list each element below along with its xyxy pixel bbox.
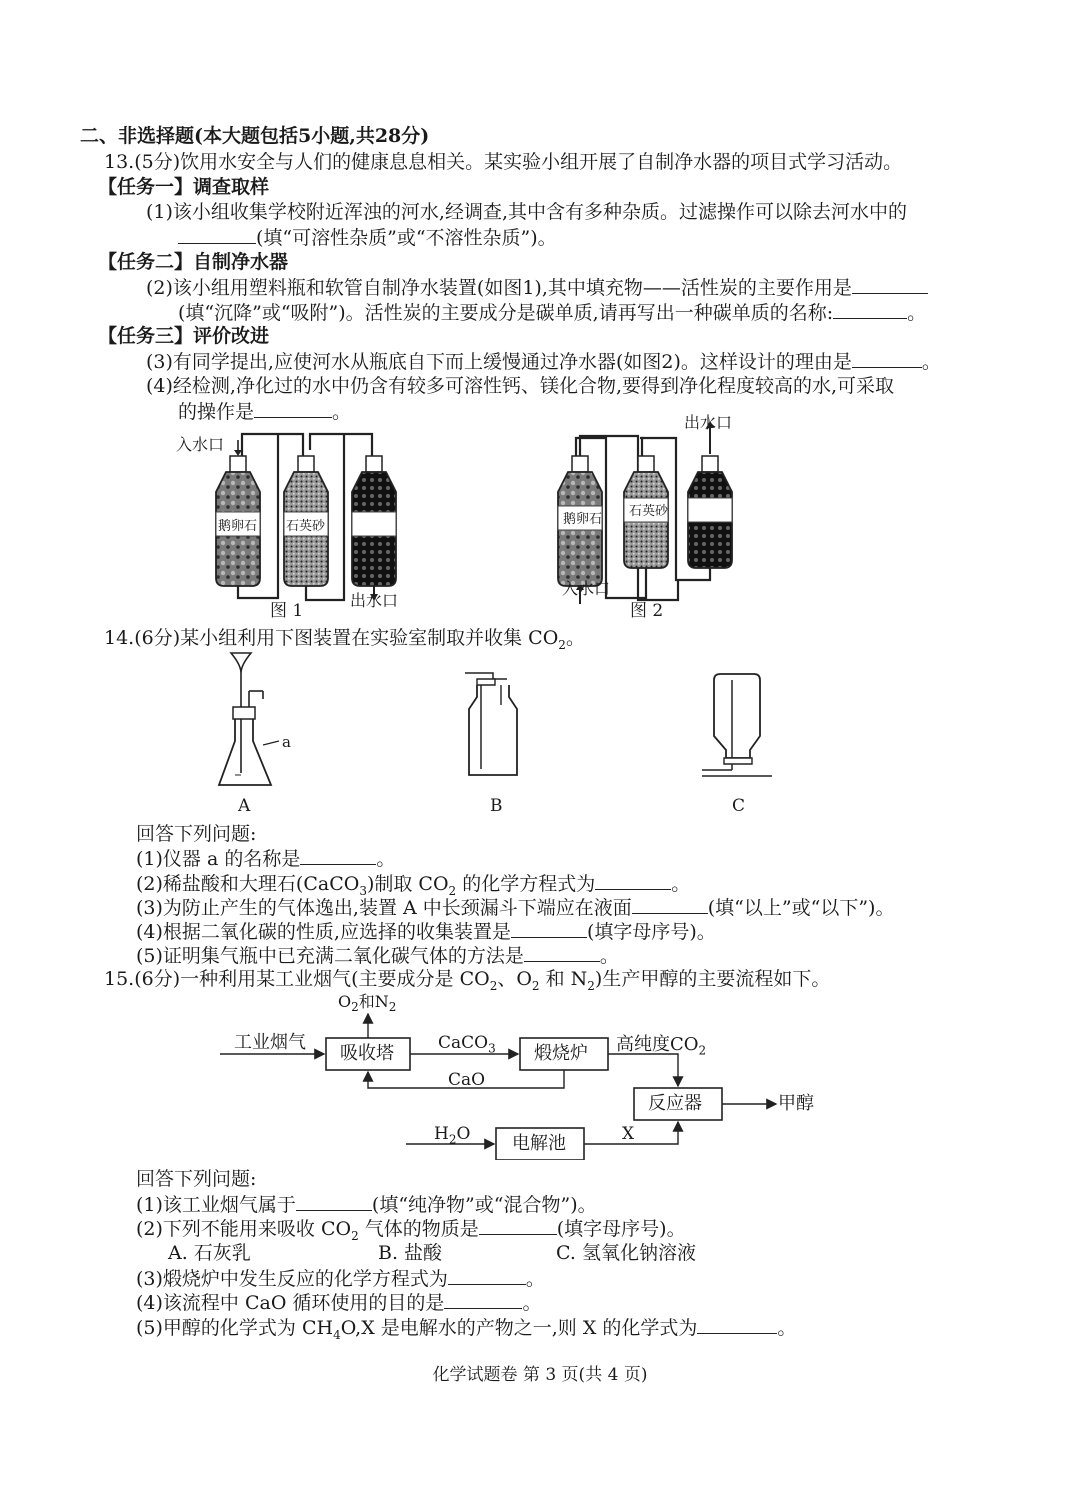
q14-stem	[104, 626, 585, 657]
apparatus-a-flask	[205, 645, 315, 800]
q13-task1: 【任务一】调查取样	[98, 176, 270, 198]
q15-option-a: A. 石灰乳	[168, 1242, 251, 1264]
flow-text: 高纯度CO	[616, 1034, 699, 1055]
apparatus-c-inverted-bottle	[700, 670, 780, 790]
fig1-caption: 图 1	[270, 601, 304, 621]
section-title: 二、非选择题(本大题包括5小题,共28分)	[80, 125, 430, 147]
flow-text: CaCO	[438, 1033, 489, 1053]
q15-stem-text: 15.(6分)一种利用某工业烟气(主要成分是 CO	[104, 968, 490, 990]
flow-text: O	[338, 992, 352, 1011]
fig1-outlet-label: 出水口	[350, 591, 399, 610]
q13-q2-text: (2)该小组用塑料瓶和软管自制净水装置(如图1),其中填充物——活性炭的主要作用是	[146, 277, 852, 299]
fig1-inlet-label: 入水口	[176, 435, 225, 454]
period: 。	[522, 1292, 542, 1314]
period: 。	[565, 627, 585, 649]
q13-q4-line1: (4)经检测,净化过的水中仍含有较多可溶性钙、镁化合物,要得到净化程度较高的水,可采取	[146, 375, 895, 397]
q14-q4-text: (4)根据二氧化碳的性质,应选择的收集装置是	[136, 921, 511, 943]
q13-task3: 【任务三】评价改进	[98, 325, 270, 347]
q14-answer-intro: 回答下列问题:	[136, 823, 257, 845]
q15-q1-text: (1)该工业烟气属于	[136, 1194, 296, 1216]
subscript: 3	[359, 883, 367, 898]
subscript: 2	[388, 1000, 397, 1015]
subscript: 2	[587, 978, 595, 993]
q15-q2-text2: 气体的物质是	[358, 1218, 479, 1240]
flow-input-label: 工业烟气	[234, 1032, 306, 1053]
period: 。	[907, 302, 927, 324]
period: 。	[777, 1317, 797, 1339]
answer-blank[interactable]	[178, 225, 256, 244]
answer-blank[interactable]	[852, 275, 928, 294]
fig1-bottle1-label: 鹅卵石	[218, 519, 258, 534]
answer-blank[interactable]	[300, 846, 376, 865]
q15-option-b: B. 盐酸	[378, 1242, 443, 1264]
q15-q4-text: (4)该流程中 CaO 循环使用的目的是	[136, 1292, 445, 1314]
q13-q2-text2: (填“沉降”或“吸附”)。活性炭的主要成分是碳单质,请再写出一种碳单质的名称:	[178, 302, 834, 324]
subscript: 2	[489, 978, 498, 993]
fig2-bottle2-label: 石英砂	[629, 504, 669, 519]
q14-q2-text2: )制取 CO	[366, 873, 449, 895]
answer-blank[interactable]	[852, 349, 922, 368]
q15-q5-text: (5)甲醇的化学式为 CH	[136, 1317, 334, 1339]
label-a: a	[282, 733, 291, 751]
q15-stem-text3: 和 N	[539, 968, 588, 990]
q14-q4	[136, 919, 716, 944]
subscript: 2	[448, 883, 457, 898]
q14-q3	[136, 895, 894, 920]
flow-electrolyzer: 电解池	[512, 1133, 566, 1154]
q15-q4	[136, 1290, 541, 1315]
answer-blank[interactable]	[833, 300, 907, 319]
q13-q1-line1: (1)该小组收集学校附近浑浊的河水,经调查,其中含有多种杂质。过滤操作可以除去河水中的	[146, 201, 907, 223]
page-footer: 化学试题卷 第 3 页(共 4 页)	[432, 1365, 648, 1385]
q15-q5-text2: O,X 是电解水的产物之一,则 X 的化学式为	[340, 1317, 698, 1339]
answer-blank[interactable]	[632, 895, 708, 914]
flow-h2o	[434, 1122, 470, 1151]
q14-q4-hint: (填字母序号)。	[586, 921, 716, 943]
flow-absorber: 吸收塔	[340, 1043, 394, 1064]
fig2-inlet-label: 入水口	[562, 579, 611, 598]
q14-q1	[136, 846, 395, 871]
q14-q5-text: (5)证明集气瓶中已充满二氧化碳气体的方法是	[136, 945, 524, 967]
flow-x: X	[622, 1124, 635, 1144]
q15-q1-hint: (填“纯净物”或“混合物”)。	[371, 1194, 597, 1216]
q13-q1-hint: (填“可溶性杂质”或“不溶性杂质”)。	[256, 227, 557, 249]
answer-blank[interactable]	[511, 919, 587, 938]
fig1-bottle3-label: 活性炭	[354, 519, 394, 534]
subscript: 3	[488, 1041, 496, 1056]
q15-q3-text: (3)煅烧炉中发生反应的化学方程式为	[136, 1268, 448, 1290]
period: 。	[921, 351, 941, 373]
flow-text: H	[434, 1124, 449, 1144]
q13-stem: 13.(5分)饮用水安全与人们的健康息息相关。某实验小组开展了自制净水器的项目式学习活动。	[104, 151, 903, 173]
answer-blank[interactable]	[296, 1192, 372, 1211]
apparatus-c-label: C	[732, 796, 746, 816]
subscript: 2	[698, 1043, 707, 1058]
fig1-bottle2-label: 石英砂	[286, 519, 326, 534]
apparatus-a-label: A	[238, 796, 251, 816]
q14-q2-text: (2)稀盐酸和大理石(CaCO	[136, 873, 360, 895]
flow-reactor: 反应器	[648, 1093, 702, 1114]
flow-top-output	[338, 990, 396, 1019]
flow-cao: CaO	[448, 1070, 486, 1090]
answer-blank[interactable]	[697, 1315, 777, 1334]
subscript: 2	[448, 1132, 457, 1147]
q15-q1	[136, 1192, 597, 1217]
q15-answer-intro: 回答下列问题:	[136, 1168, 257, 1190]
period: 。	[332, 401, 352, 423]
q14-q3-hint: (填“以上”或“以下”)。	[707, 897, 895, 919]
flow-calciner: 煅烧炉	[534, 1043, 588, 1064]
q15-stem-text4: )生产甲醇的主要流程如下。	[594, 968, 831, 990]
subscript: 2	[351, 1228, 359, 1243]
q13-q3	[146, 349, 941, 374]
q15-q5	[136, 1315, 796, 1347]
answer-blank[interactable]	[524, 943, 600, 962]
answer-blank[interactable]	[448, 1266, 526, 1285]
apparatus-b-gas-bottle	[455, 665, 535, 785]
flow-high-purity-co2	[616, 1033, 706, 1063]
q13-q2-line1	[146, 275, 928, 300]
period: 。	[671, 873, 691, 895]
fig2-bottle1-label: 鹅卵石	[563, 512, 603, 527]
period: 。	[599, 945, 619, 967]
subscript: 2	[531, 978, 540, 993]
q15-option-c: C. 氢氧化钠溶液	[556, 1242, 696, 1264]
apparatus-b-label: B	[490, 796, 503, 816]
q15-stem-text2: 、O	[497, 968, 532, 990]
q15-q3	[136, 1266, 545, 1291]
answer-blank[interactable]	[444, 1290, 522, 1309]
q14-q5	[136, 943, 619, 968]
q14-q3-text: (3)为防止产生的气体逸出,装置 A 中长颈漏斗下端应在液面	[136, 897, 632, 919]
flow-methanol: 甲醇	[778, 1093, 814, 1114]
answer-blank[interactable]	[479, 1216, 557, 1235]
q13-q1-line2	[178, 225, 557, 250]
answer-blank[interactable]	[254, 399, 332, 418]
flow-text: 和N	[358, 992, 389, 1011]
q14-q1-text: (1)仪器 a 的名称是	[136, 848, 301, 870]
q15-q2-hint: (填字母序号)。	[556, 1218, 686, 1240]
subscript: 2	[558, 637, 566, 652]
q14-stem-text: 14.(6分)某小组利用下图装置在实验室制取并收集 CO	[104, 627, 559, 649]
q15-q2-text: (2)下列不能用来吸收 CO	[136, 1218, 352, 1240]
fig2-caption: 图 2	[630, 601, 664, 621]
subscript: 4	[333, 1327, 341, 1342]
fig2-bottle3-label: 活性炭	[693, 504, 733, 519]
q13-q2-line2	[178, 300, 926, 325]
answer-blank[interactable]	[595, 871, 671, 890]
flow-text: O	[456, 1124, 471, 1144]
period: 。	[525, 1268, 545, 1290]
q13-q3-text: (3)有同学提出,应使河水从瓶底自下而上缓慢通过净水器(如图2)。这样设计的理由是	[146, 351, 852, 373]
q13-task2: 【任务二】自制净水器	[98, 251, 289, 273]
q13-q4-text: 的操作是	[178, 401, 255, 423]
subscript: 2	[351, 1000, 359, 1015]
fig2-outlet-label: 出水口	[684, 413, 733, 432]
flow-caco3	[438, 1031, 496, 1060]
period: 。	[376, 848, 396, 870]
q14-q2-text3: 的化学方程式为	[456, 873, 596, 895]
